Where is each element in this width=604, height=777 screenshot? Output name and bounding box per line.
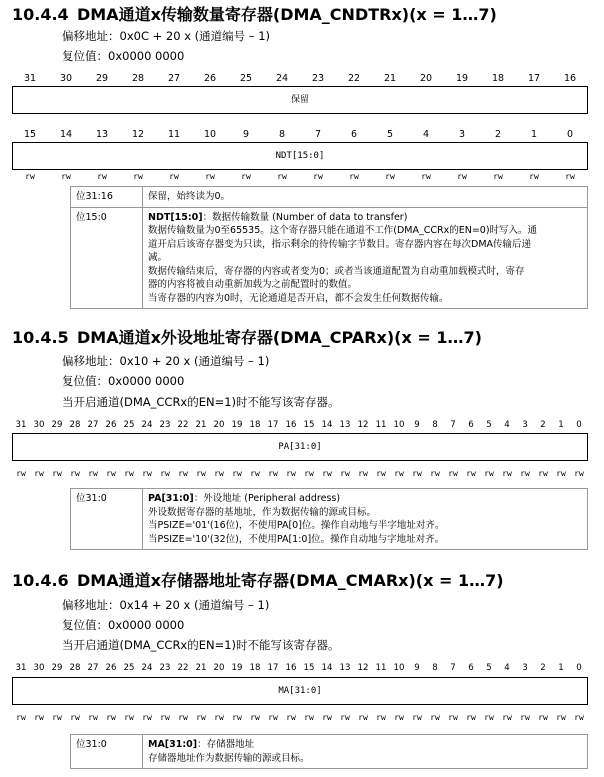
bit-number: 23 [159, 420, 171, 430]
bit-number: 6 [350, 129, 358, 140]
access-type: rw [304, 713, 314, 722]
section-heading-cpar: 10.4.5 DMA通道x外设地址寄存器(DMA_CPARx)(x = 1…7) [12, 328, 482, 347]
access-type: rw [241, 172, 251, 181]
access-type: rw [34, 713, 44, 722]
bit-number: 30 [33, 420, 45, 430]
bit-number: 21 [195, 420, 207, 430]
reset-value: 复位值：0x0000 0000 [62, 618, 185, 632]
access-type: rw [322, 713, 332, 722]
bit-number: 14 [321, 420, 333, 430]
bit-number: 24 [141, 420, 153, 430]
access-type: rw [34, 469, 44, 478]
bit-number: 15 [303, 663, 315, 673]
bit-number: 18 [491, 73, 505, 84]
access-type: rw [520, 469, 530, 478]
access-type: rw [106, 713, 116, 722]
access-type: rw [556, 469, 566, 478]
access-type: rw [421, 172, 431, 181]
access-type: rw [448, 469, 458, 478]
bit-number: 16 [563, 73, 577, 84]
bit-number: 30 [33, 663, 45, 673]
access-type: rw [97, 172, 107, 181]
access-type: rw [70, 469, 80, 478]
bit-number: 1 [558, 420, 564, 430]
access-type: rw [52, 469, 62, 478]
access-type: rw [538, 469, 548, 478]
bit-number: 17 [267, 663, 279, 673]
bit-numbers [12, 420, 588, 434]
bit-number: 17 [267, 420, 279, 430]
access-type: rw [160, 713, 170, 722]
access-type: rw [358, 469, 368, 478]
access-type: rw [466, 713, 476, 722]
access-type: rw [196, 469, 206, 478]
bit-number: 26 [105, 420, 117, 430]
access-type: rw [484, 713, 494, 722]
access-type: rw [430, 713, 440, 722]
bit-number: 13 [339, 420, 351, 430]
access-type: rw [169, 172, 179, 181]
bit-number: 26 [105, 663, 117, 673]
bit-range: 位15:0 [71, 207, 143, 309]
access-type: rw [538, 713, 548, 722]
description-table-cpar [70, 488, 588, 550]
access-type: rw [457, 172, 467, 181]
access-row [12, 469, 588, 481]
bit-number: 19 [455, 73, 469, 84]
table-row [71, 207, 588, 309]
bit-number: 17 [527, 73, 541, 84]
access-type: rw [340, 713, 350, 722]
bit-number: 27 [87, 663, 99, 673]
bit-number: 20 [419, 73, 433, 84]
bit-number: 11 [167, 129, 181, 140]
access-type: rw [556, 713, 566, 722]
bit-number: 22 [177, 420, 189, 430]
bit-number: 30 [59, 73, 73, 84]
access-type: rw [574, 713, 584, 722]
access-type: rw [268, 469, 278, 478]
section-heading-cndtr: 10.4.4 DMA通道x传输数量寄存器(DMA_CNDTRx)(x = 1…7) [12, 5, 497, 24]
bit-number: 10 [393, 420, 405, 430]
access-type: rw [88, 469, 98, 478]
access-type: rw [385, 172, 395, 181]
offset-address: 偏移地址：0x0C + 20 x (通道编号 – 1) [62, 29, 271, 43]
access-type: rw [16, 469, 26, 478]
bit-number: 6 [468, 663, 474, 673]
access-type: rw [16, 713, 26, 722]
bit-number: 14 [59, 129, 73, 140]
bit-numbers-high [12, 73, 588, 87]
bit-number: 5 [386, 129, 394, 140]
bit-number: 2 [540, 663, 546, 673]
bit-number: 22 [347, 73, 361, 84]
bit-number: 21 [195, 663, 207, 673]
bit-number: 9 [414, 663, 420, 673]
bit-number: 31 [23, 73, 37, 84]
access-type: rw [394, 713, 404, 722]
bit-numbers-low [12, 129, 588, 143]
bit-number: 7 [450, 663, 456, 673]
bit-number: 19 [231, 420, 243, 430]
access-type: rw [286, 469, 296, 478]
bit-number: 13 [95, 129, 109, 140]
bit-range: 位31:0 [71, 489, 143, 550]
bit-number: 19 [231, 663, 243, 673]
write-note: 当开启通道(DMA_CCRx的EN=1)时不能写该寄存器。 [62, 638, 340, 652]
access-type: rw [358, 713, 368, 722]
access-type: rw [178, 469, 188, 478]
access-type: rw [493, 172, 503, 181]
write-note: 当开启通道(DMA_CCRx的EN=1)时不能写该寄存器。 [62, 395, 340, 409]
bit-description: MA[31:0]：存储器地址 存储器地址作为数据传输的源或目标。 [143, 735, 588, 769]
bit-number: 8 [278, 129, 286, 140]
bit-number: 18 [249, 420, 261, 430]
bit-number: 7 [450, 420, 456, 430]
register-field-ndt: NDT[15:0] [12, 142, 588, 170]
bit-number: 25 [123, 420, 135, 430]
bit-number: 26 [203, 73, 217, 84]
access-type: rw [484, 469, 494, 478]
section-heading-cmar: 10.4.6 DMA通道x存储器地址寄存器(DMA_CMARx)(x = 1…7) [12, 571, 504, 590]
bit-number: 16 [285, 663, 297, 673]
access-type: rw [286, 713, 296, 722]
access-type: rw [106, 469, 116, 478]
bit-number: 11 [375, 663, 387, 673]
access-row [12, 713, 588, 725]
bit-number: 0 [566, 129, 574, 140]
access-type: rw [61, 172, 71, 181]
bit-number: 3 [522, 663, 528, 673]
access-type: rw [277, 172, 287, 181]
description-table-cndtr [70, 186, 588, 309]
bit-numbers [12, 663, 588, 677]
access-type: rw [529, 172, 539, 181]
bit-number: 23 [159, 663, 171, 673]
access-type: rw [304, 469, 314, 478]
register-field-reserved: 保留 [12, 86, 588, 114]
access-type: rw [250, 713, 260, 722]
bit-number: 20 [213, 420, 225, 430]
bit-number: 14 [321, 663, 333, 673]
bit-number: 5 [486, 420, 492, 430]
access-type: rw [268, 713, 278, 722]
register-field-pa: PA[31:0] [12, 433, 588, 461]
access-type: rw [160, 469, 170, 478]
bit-number: 22 [177, 663, 189, 673]
access-type: rw [133, 172, 143, 181]
bit-description: 保留，始终读为0。 [143, 187, 588, 208]
bit-number: 25 [123, 663, 135, 673]
access-type: rw [214, 469, 224, 478]
access-type: rw [520, 713, 530, 722]
access-type: rw [205, 172, 215, 181]
access-type: rw [178, 713, 188, 722]
bit-number: 9 [242, 129, 250, 140]
bit-number: 27 [87, 420, 99, 430]
bit-number: 5 [486, 663, 492, 673]
access-type: rw [430, 469, 440, 478]
offset-address: 偏移地址：0x14 + 20 x (通道编号 – 1) [62, 598, 270, 612]
bit-number: 20 [213, 663, 225, 673]
access-type: rw [322, 469, 332, 478]
access-type: rw [25, 172, 35, 181]
table-row [71, 187, 588, 208]
access-type: rw [502, 469, 512, 478]
bit-number: 31 [15, 420, 27, 430]
bit-number: 12 [131, 129, 145, 140]
bit-number: 4 [504, 420, 510, 430]
access-type: rw [349, 172, 359, 181]
access-type: rw [565, 172, 575, 181]
bit-number: 21 [383, 73, 397, 84]
bit-number: 0 [576, 420, 582, 430]
reset-value: 复位值：0x0000 0000 [62, 374, 185, 388]
table-row [71, 489, 588, 550]
reset-value: 复位值：0x0000 0000 [62, 49, 185, 63]
access-row [12, 172, 588, 184]
bit-number: 12 [357, 663, 369, 673]
bit-number: 15 [23, 129, 37, 140]
bit-number: 15 [303, 420, 315, 430]
access-type: rw [340, 469, 350, 478]
bit-number: 9 [414, 420, 420, 430]
bit-range: 位31:0 [71, 735, 143, 769]
bit-number: 29 [51, 420, 63, 430]
bit-number: 29 [51, 663, 63, 673]
access-type: rw [196, 713, 206, 722]
access-type: rw [502, 713, 512, 722]
bit-number: 1 [558, 663, 564, 673]
bit-number: 29 [95, 73, 109, 84]
bit-description: NDT[15:0]：数据传输数量 (Number of data to transfer) 数据传输数量为0至65535。这个寄存器只能在通道不工作(DMA_CCRx的EN=0)时写入。通 道开启后该寄存器变为只读，指示剩余的待传输字节数目。寄存器内容在每次DMA传输后递 减。 数据传输结束后，寄存器的内容或者变为0；或者当该通道配置为自动重加载模式时，寄存 器的内容将被自动重新加载为之前配置时的数值。 当寄存器的内容为0时，无论通道是否开启，都不会发生任何数据传输。 [143, 207, 588, 309]
access-type: rw [412, 713, 422, 722]
bit-number: 11 [375, 420, 387, 430]
bit-number: 28 [69, 663, 81, 673]
access-type: rw [376, 713, 386, 722]
bit-number: 2 [540, 420, 546, 430]
bit-number: 28 [69, 420, 81, 430]
access-type: rw [250, 469, 260, 478]
bit-number: 31 [15, 663, 27, 673]
access-type: rw [52, 713, 62, 722]
register-field-ma: MA[31:0] [12, 677, 588, 705]
bit-number: 24 [141, 663, 153, 673]
bit-number: 4 [422, 129, 430, 140]
access-type: rw [412, 469, 422, 478]
access-type: rw [70, 713, 80, 722]
bit-number: 13 [339, 663, 351, 673]
bit-number: 28 [131, 73, 145, 84]
access-type: rw [142, 469, 152, 478]
bit-number: 23 [311, 73, 325, 84]
access-type: rw [313, 172, 323, 181]
access-type: rw [214, 713, 224, 722]
bit-number: 27 [167, 73, 181, 84]
bit-number: 25 [239, 73, 253, 84]
bit-number: 4 [504, 663, 510, 673]
access-type: rw [448, 713, 458, 722]
bit-number: 16 [285, 420, 297, 430]
bit-number: 10 [203, 129, 217, 140]
bit-number: 2 [494, 129, 502, 140]
bit-number: 18 [249, 663, 261, 673]
description-table-cmar [70, 734, 588, 769]
access-type: rw [124, 469, 134, 478]
access-type: rw [466, 469, 476, 478]
offset-address: 偏移地址：0x10 + 20 x (通道编号 – 1) [62, 354, 270, 368]
bit-number: 10 [393, 663, 405, 673]
bit-number: 24 [275, 73, 289, 84]
access-type: rw [394, 469, 404, 478]
bit-number: 1 [530, 129, 538, 140]
table-row [71, 735, 588, 769]
bit-description: PA[31:0]：外设地址 (Peripheral address) 外设数据寄存器的基地址，作为数据传输的源或目标。 当PSIZE='01'(16位)，不使用PA[0]位。操作自动地与半字地址对齐。 当PSIZE='10'(32位)，不使用PA[1:0]位。操作自动地与字地址对齐。 [143, 489, 588, 550]
access-type: rw [376, 469, 386, 478]
bit-number: 3 [522, 420, 528, 430]
access-type: rw [232, 469, 242, 478]
bit-number: 6 [468, 420, 474, 430]
bit-number: 3 [458, 129, 466, 140]
bit-number: 0 [576, 663, 582, 673]
bit-number: 12 [357, 420, 369, 430]
access-type: rw [574, 469, 584, 478]
bit-number: 8 [432, 663, 438, 673]
access-type: rw [124, 713, 134, 722]
bit-number: 7 [314, 129, 322, 140]
bit-number: 8 [432, 420, 438, 430]
bit-range: 位31:16 [71, 187, 143, 208]
access-type: rw [232, 713, 242, 722]
access-type: rw [142, 713, 152, 722]
access-type: rw [88, 713, 98, 722]
